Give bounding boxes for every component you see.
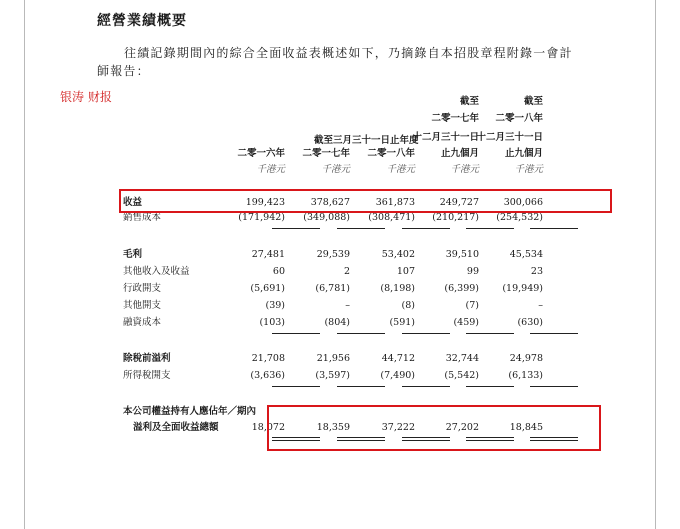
table-cell: 2 xyxy=(343,266,350,277)
table-cell: 32,744 xyxy=(445,353,479,364)
col-header-top: 截至 xyxy=(523,96,543,107)
table-cell: 361,873 xyxy=(375,197,415,208)
table-cell: (5,691) xyxy=(250,283,285,294)
table-cell: (19,949) xyxy=(502,283,543,294)
table-cell: 29,539 xyxy=(316,249,350,260)
table-cell: – xyxy=(538,300,543,311)
table-cell: 24,978 xyxy=(509,353,543,364)
subtotal-rule xyxy=(466,333,514,334)
table-cell: 45,534 xyxy=(509,249,543,260)
table-cell: (254,532) xyxy=(496,212,543,223)
col-header-nine-months: 止九個月 xyxy=(504,148,543,159)
unit-label: 千港元 xyxy=(321,164,350,175)
table-cell: 53,402 xyxy=(381,249,415,260)
col-header-date: 十二月三十一日 xyxy=(476,132,543,143)
row-label-other-income: 其他收入及收益 xyxy=(123,266,190,277)
row-label-gross-profit: 毛利 xyxy=(123,249,143,260)
col-header-2018: 二零一八年 xyxy=(367,148,415,159)
row-label-profit-before-tax: 除稅前溢利 xyxy=(123,353,171,364)
page-right-edge xyxy=(655,0,656,529)
intro-line-2: 師報告： xyxy=(97,64,150,78)
table-cell: (171,942) xyxy=(238,212,285,223)
total-label-line-2: 溢利及全面收益總額 xyxy=(133,422,219,433)
table-cell: – xyxy=(345,300,350,311)
intro-line-1: 往績記錄期間內的綜合全面收益表概述如下，乃摘錄自本招股章程附錄一會計 xyxy=(124,46,573,60)
unit-label: 千港元 xyxy=(514,164,543,175)
table-cell: 23 xyxy=(530,266,543,277)
col-header-nine-months: 止九個月 xyxy=(440,148,479,159)
table-cell: 21,708 xyxy=(251,353,285,364)
table-cell: (3,597) xyxy=(315,370,350,381)
table-cell: 107 xyxy=(396,266,415,277)
page-left-edge xyxy=(24,0,25,529)
table-cell: (308,471) xyxy=(368,212,415,223)
table-cell: 99 xyxy=(466,266,479,277)
subtotal-rule xyxy=(337,333,385,334)
table-cell: (103) xyxy=(259,317,285,328)
table-cell: (6,133) xyxy=(508,370,543,381)
table-cell: (349,088) xyxy=(303,212,350,223)
table-cell: 44,712 xyxy=(381,353,415,364)
total-cell: 37,222 xyxy=(381,422,415,433)
table-cell: 39,510 xyxy=(445,249,479,260)
table-cell: 199,423 xyxy=(245,197,285,208)
subtotal-rule xyxy=(466,228,514,229)
unit-label: 千港元 xyxy=(450,164,479,175)
table-cell: 27,481 xyxy=(251,249,285,260)
row-label-revenue: 收益 xyxy=(123,197,143,208)
col-header-2017: 二零一七年 xyxy=(302,148,350,159)
row-label-admin-expenses: 行政開支 xyxy=(123,283,162,294)
unit-label: 千港元 xyxy=(256,164,285,175)
col-header-top: 截至 xyxy=(459,96,479,107)
table-cell: 249,727 xyxy=(439,197,479,208)
subtotal-rule xyxy=(402,333,450,334)
table-cell: (3,636) xyxy=(250,370,285,381)
table-cell: (630) xyxy=(517,317,543,328)
col-header-year: 二零一七年 xyxy=(431,113,479,124)
total-cell: 27,202 xyxy=(445,422,479,433)
subtotal-rule xyxy=(530,333,578,334)
total-cell: 18,845 xyxy=(509,422,543,433)
total-highlight-box xyxy=(267,405,601,451)
table-cell: (39) xyxy=(265,300,285,311)
total-cell: 18,359 xyxy=(316,422,350,433)
table-cell: (7,490) xyxy=(380,370,415,381)
subtotal-rule xyxy=(272,228,320,229)
row-label-finance-costs: 融資成本 xyxy=(123,317,162,328)
subtotal-rule xyxy=(466,386,514,387)
table-cell: 378,627 xyxy=(310,197,350,208)
table-cell: (210,217) xyxy=(432,212,479,223)
table-cell: (7) xyxy=(465,300,479,311)
subtotal-rule xyxy=(402,386,450,387)
table-cell: 60 xyxy=(272,266,285,277)
watermark-text: 银涛 财报 xyxy=(60,90,112,104)
subtotal-rule xyxy=(337,228,385,229)
row-label-cost-of-sales: 銷售成本 xyxy=(123,212,162,223)
row-label-other-expenses: 其他開支 xyxy=(123,300,162,311)
table-cell: 300,066 xyxy=(503,197,543,208)
subtotal-rule xyxy=(272,333,320,334)
table-cell: 21,956 xyxy=(316,353,350,364)
subtotal-rule xyxy=(530,386,578,387)
table-cell: (8,198) xyxy=(380,283,415,294)
subtotal-rule xyxy=(272,386,320,387)
subtotal-rule xyxy=(337,386,385,387)
table-cell: (804) xyxy=(324,317,350,328)
subtotal-rule xyxy=(402,228,450,229)
row-label-income-tax: 所得稅開支 xyxy=(123,370,171,381)
table-cell: (6,781) xyxy=(315,283,350,294)
group-header: 截至三月三十一日止年度 xyxy=(314,135,419,146)
table-cell: (8) xyxy=(401,300,415,311)
total-cell: 18,072 xyxy=(251,422,285,433)
col-header-2016: 二零一六年 xyxy=(237,148,285,159)
subtotal-rule xyxy=(530,228,578,229)
revenue-highlight-box xyxy=(119,189,612,213)
section-heading: 經營業績概要 xyxy=(97,13,187,29)
unit-label: 千港元 xyxy=(386,164,415,175)
total-label-line-1: 本公司權益持有人應佔年／期內 xyxy=(123,406,257,417)
col-header-year: 二零一八年 xyxy=(495,113,543,124)
table-cell: (5,542) xyxy=(444,370,479,381)
table-cell: (591) xyxy=(389,317,415,328)
table-cell: (6,399) xyxy=(444,283,479,294)
table-cell: (459) xyxy=(453,317,479,328)
col-header-date: 十二月三十一日 xyxy=(412,132,479,143)
